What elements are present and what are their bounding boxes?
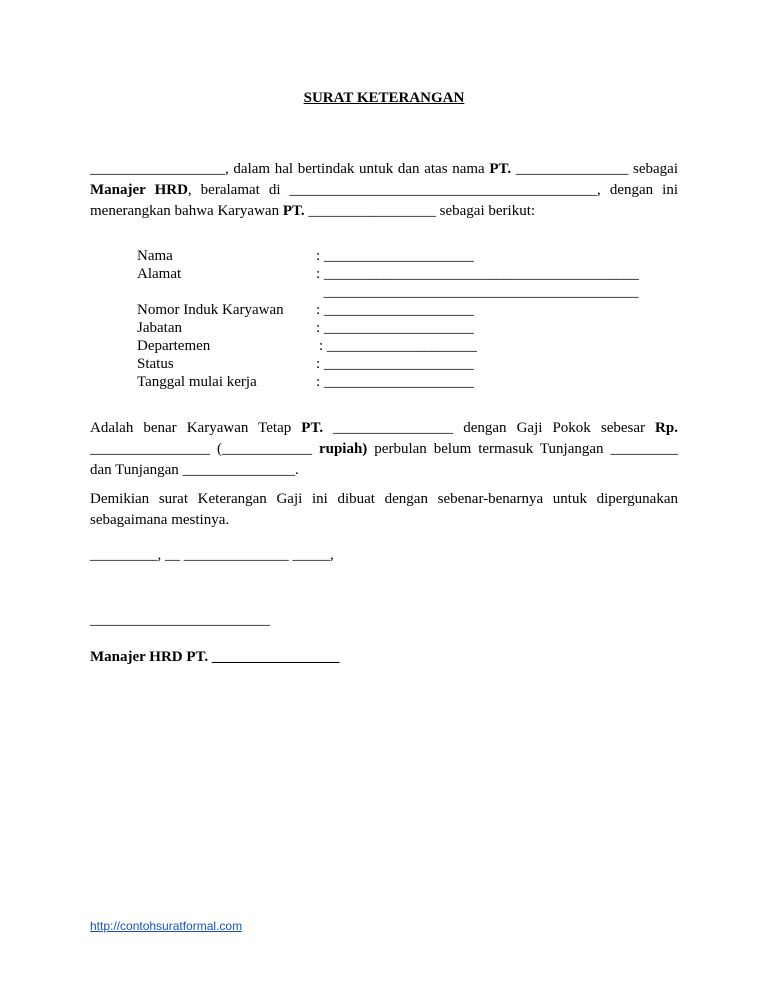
field-value-departemen: : ____________________ <box>319 338 477 354</box>
salary-pt: PT. <box>301 420 324 436</box>
field-row-nik <box>137 301 639 319</box>
field-label-tanggal: Tanggal mulai kerja <box>137 374 257 390</box>
employee-fields <box>137 247 639 391</box>
date-line: _________, __ ______________ _____, <box>90 547 334 563</box>
field-label-jabatan: Jabatan <box>137 320 182 336</box>
field-value-status: : ____________________ <box>316 356 474 372</box>
field-row-nama <box>137 247 639 265</box>
field-label-nama: Nama <box>137 248 173 264</box>
intro-text-1: __________________, dalam hal bertindak untuk dan atas nama <box>90 161 490 177</box>
field-row-tanggal <box>137 373 639 391</box>
intro-text-3: , beralamat di _________________________________________, dengan ini menerangkan bahwa Karyawan <box>90 182 678 219</box>
document-title: SURAT KETERANGAN <box>303 90 465 106</box>
salary-text-1: Adalah benar Karyawan Tetap <box>90 420 302 436</box>
field-label-alamat: Alamat <box>137 266 182 282</box>
salary-text-3: ________________ (____________ <box>90 441 319 457</box>
field-value-nik: : ____________________ <box>316 302 474 318</box>
salary-text-2: ________________ dengan Gaji Pokok sebesar <box>323 420 656 436</box>
intro-paragraph <box>90 159 678 222</box>
salary-text-4: perbulan belum termasuk Tunjangan _________ dan Tunjangan _______________. <box>90 441 678 478</box>
field-value-tanggal: : ____________________ <box>316 374 474 390</box>
field-value-nama: : ____________________ <box>316 248 474 264</box>
signature-title: Manajer HRD PT. _________________ <box>90 649 340 665</box>
field-row-departemen <box>137 337 639 355</box>
intro-manajer-hrd: Manajer HRD <box>90 182 188 198</box>
field-label-departemen: Departemen <box>137 338 211 354</box>
intro-pt-2: PT. <box>282 203 305 219</box>
intro-text-2: _______________ sebagai <box>511 161 679 177</box>
field-value-alamat-cont: __________________________________________ <box>316 284 639 300</box>
field-label-alamat-cont <box>137 283 316 301</box>
signature-line: ________________________ <box>90 612 270 628</box>
field-row-jabatan <box>137 319 639 337</box>
closing-paragraph: Demikian surat Keterangan Gaji ini dibuat dengan sebenar-benarnya untuk dipergunakan sebagaimana mestinya. <box>90 491 678 528</box>
intro-pt-1: PT. <box>489 161 512 177</box>
field-row-status <box>137 355 639 373</box>
field-row-alamat-cont <box>137 283 639 301</box>
field-row-alamat <box>137 265 639 283</box>
footer-link[interactable]: http://contohsuratformal.com <box>90 919 243 933</box>
salary-rupiah: rupiah) <box>318 441 368 457</box>
salary-rp: Rp. <box>655 420 678 436</box>
salary-paragraph <box>90 418 678 481</box>
field-label-nik: Nomor Induk Karyawan <box>137 302 284 318</box>
intro-text-4: _________________ sebagai berikut: <box>304 203 536 219</box>
field-value-jabatan: : ____________________ <box>316 320 474 336</box>
field-label-status: Status <box>137 356 174 372</box>
field-value-alamat: : __________________________________________ <box>316 266 639 282</box>
